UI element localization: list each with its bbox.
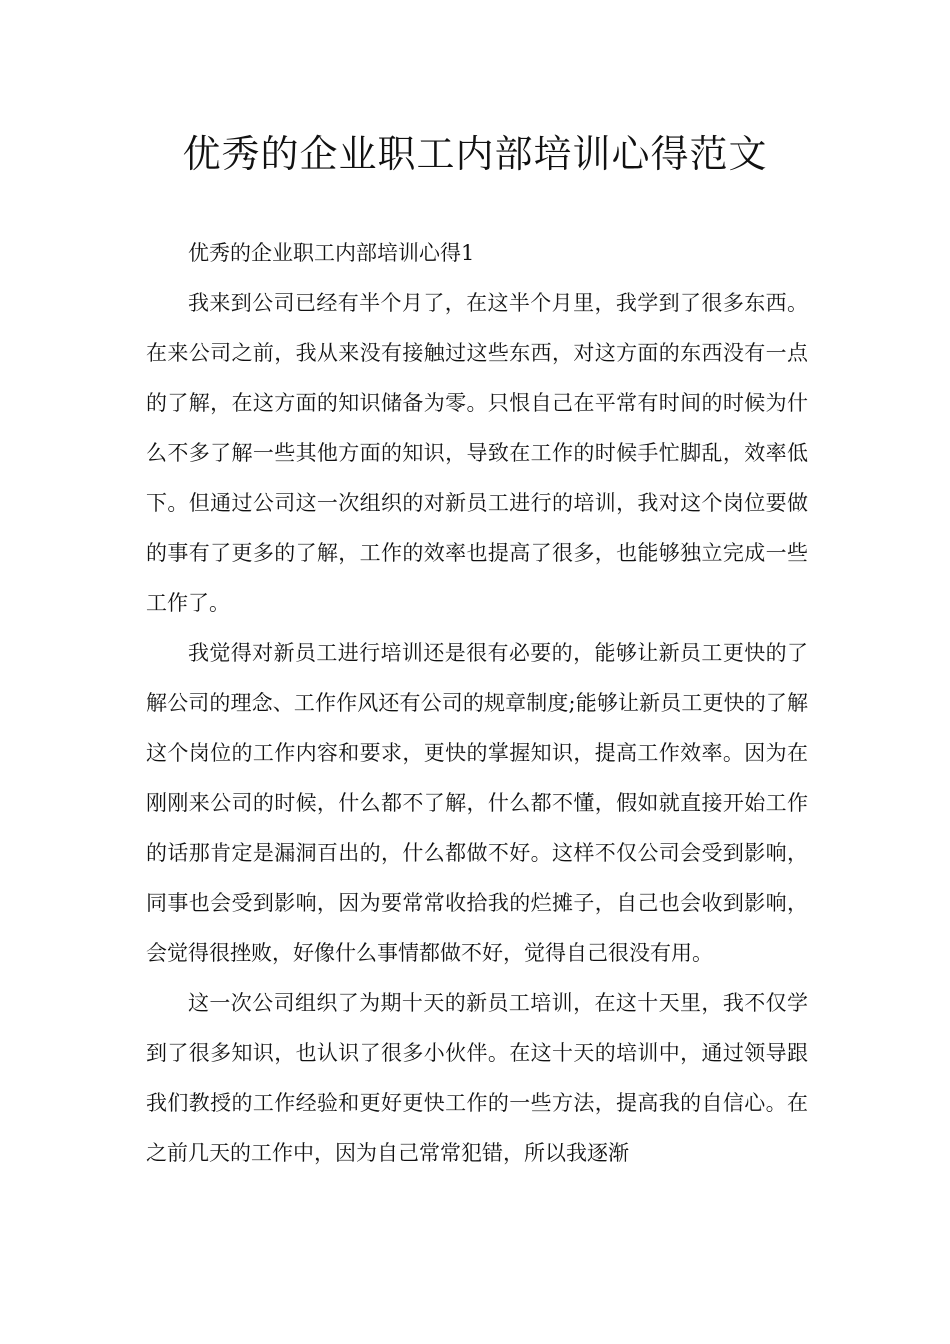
section-heading: 优秀的企业职工内部培训心得1: [188, 241, 475, 265]
paragraph-2: 我觉得对新员工进行培训还是很有必要的，能够让新员工更快的了解公司的理念、工作作风还有公司的规章制度;能够让新员工更快的了解这个岗位的工作内容和要求，更快的掌握知识，提高工作效率。因为在刚刚来公司的时候，什么都不了解，什么都不懂，假如就直接开始工作的话那肯定是漏洞百出的，什么都做不好。这样不仅公司会受到影响，同事也会受到影响，因为要常常收拾我的烂摊子，自己也会收到影响，会觉得很挫败，好像什么事情都做不好，觉得自己很没有用。: [146, 641, 808, 965]
document-body: [146, 228, 808, 1178]
paragraph-1: 我来到公司已经有半个月了，在这半个月里，我学到了很多东西。在来公司之前，我从来没有接触过这些东西，对这方面的东西没有一点的了解，在这方面的知识储备为零。只恨自己在平常有时间的时候为什么不多了解一些其他方面的知识，导致在工作的时候手忙脚乱，效率低下。但通过公司这一次组织的对新员工进行的培训，我对这个岗位要做的事有了更多的了解，工作的效率也提高了很多，也能够独立完成一些工作了。: [146, 291, 808, 615]
paragraph-3: 这一次公司组织了为期十天的新员工培训，在这十天里，我不仅学到了很多知识，也认识了很多小伙伴。在这十天的培训中，通过领导跟我们教授的工作经验和更好更快工作的一些方法，提高我的自信心。在之前几天的工作中，因为自己常常犯错，所以我逐渐: [146, 991, 808, 1165]
document-title: 优秀的企业职工内部培训心得范文: [182, 132, 768, 176]
